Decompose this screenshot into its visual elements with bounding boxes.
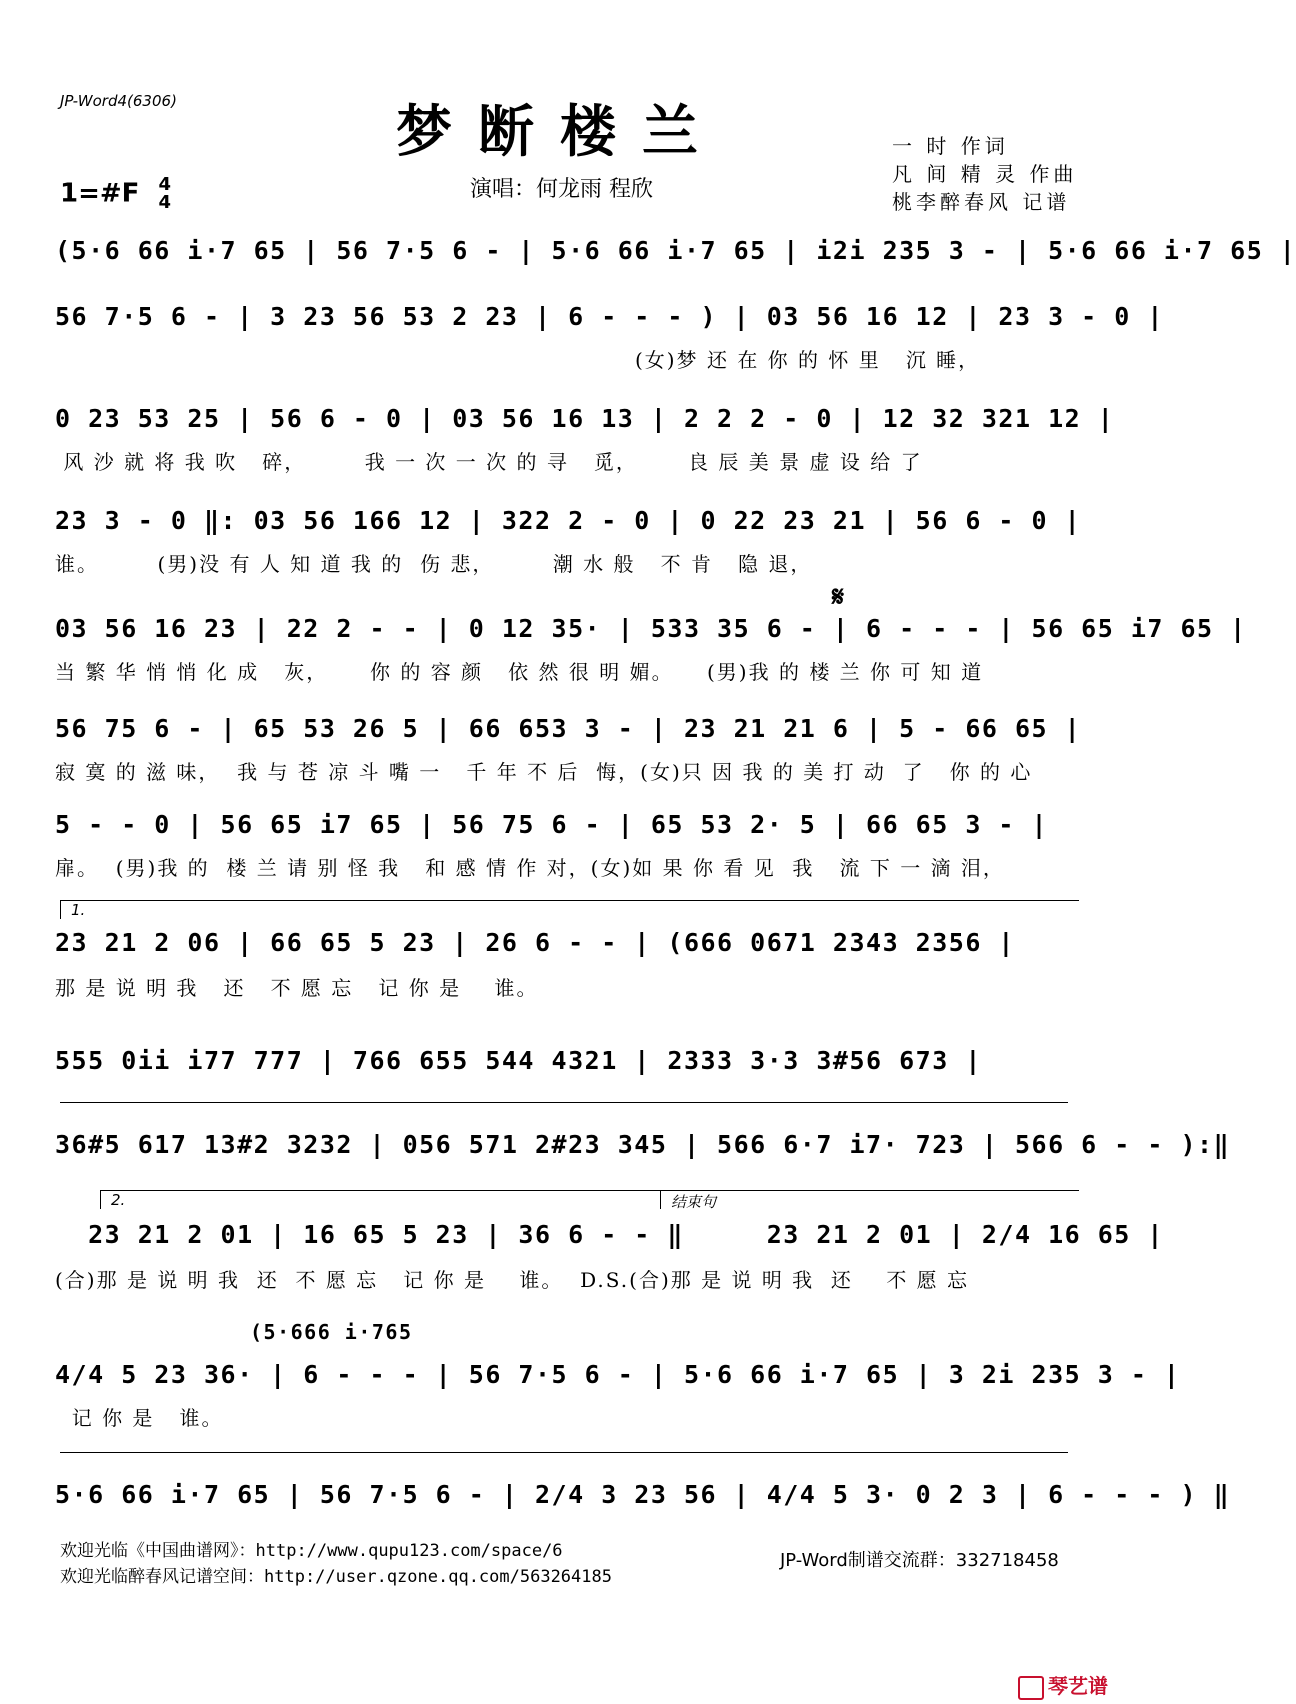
segno-mark: 𝄋	[832, 580, 845, 613]
software-label: JP-Word4(6306)	[60, 92, 177, 110]
transcriber-credit: 桃李醉春风 记谱	[892, 190, 1071, 214]
logo-icon	[1018, 1676, 1044, 1700]
ending-label: 结束句	[660, 1190, 1079, 1209]
footer-group: JP-Word制谱交流群：332718458	[780, 1550, 1059, 1571]
lyric-row-5: 当 繁 华 悄 悄 化 成 灰， 你 的 容 颜 依 然 很 明 媚。 (男)我 的 楼 兰 你 可 知 道	[55, 660, 984, 684]
key-value: 1=#F	[60, 178, 140, 209]
lyric-row-12: 记 你 是 谁。	[55, 1406, 224, 1430]
notation-row-8: 23 21 2 06 | 66 65 5 23 | 26 6 - - | (666 0671 2343 2356 |	[55, 928, 1015, 957]
notation-row-12: 4/4 5 23 36· | 6 - - - | 56 7·5 6 - | 5·6 66 i·7 65 | 3 2i 235 3 - |	[55, 1360, 1181, 1389]
lyric-row-11: (合)那 是 说 明 我 还 不 愿 忘 记 你 是 谁。 D.S.(合)那 是 说 明 我 还 不 愿 忘	[55, 1268, 970, 1292]
notation-row-1: (5·6 66 i·7 65 | 56 7·5 6 - | 5·6 66 i·7 65 | i2i 235 3 - | 5·6 66 i·7 65 |	[55, 236, 1296, 265]
lyric-row-4: 谁。 (男)没 有 人 知 道 我 的 伤 悲， 潮 水 般 不 肯 隐 退，	[55, 552, 813, 576]
volta-2: 2.	[100, 1190, 661, 1209]
volta-1-line	[60, 1102, 1068, 1103]
time-top: 4	[158, 174, 172, 195]
lyric-row-8: 那 是 说 明 我 还 不 愿 忘 记 你 是 谁。	[55, 976, 539, 1000]
lyric-row-3: 风 沙 就 将 我 吹 碎， 我 一 次 一 次 的 寻 觅， 良 辰 美 景 虚 设 给 了	[55, 450, 923, 474]
notation-row-7: 5 - - 0 | 56 65 i7 65 | 56 75 6 - | 65 53 2· 5 | 66 65 3 - |	[55, 810, 1049, 839]
notation-row-9: 555 0ii i77 777 | 766 655 544 4321 | 2333 3·3 3#56 673 |	[55, 1046, 982, 1075]
lyric-row-6: 寂 寞 的 滋 味， 我 与 苍 凉 斗 嘴 一 千 年 不 后 悔，(女)只 因 我 的 美 打 动 了 你 的 心	[55, 760, 1033, 784]
notation-row-11: 23 21 2 01 | 16 65 5 23 | 36 6 - - ‖ 23 21 2 01 | 2/4 16 65 |	[55, 1220, 1164, 1249]
notation-row-10: 36#5 617 13#2 3232 | 056 571 2#23 345 | 566 6·7 i7· 723 | 566 6 - - ):‖	[55, 1130, 1231, 1159]
final-line-rule	[60, 1452, 1068, 1453]
time-signature	[158, 176, 171, 212]
volta-1: 1.	[60, 900, 1079, 919]
coda-hint: (5·666 i·765	[250, 1320, 413, 1344]
notation-row-4: 23 3 - 0 ‖: 03 56 166 12 | 322 2 - 0 | 0 22 23 21 | 56 6 - 0 |	[55, 506, 1082, 535]
lyricist-credit: 一 时 作词	[892, 134, 1009, 158]
site-logo	[1018, 1670, 1108, 1700]
notation-row-5: 03 56 16 23 | 22 2 - - | 0 12 35· | 533 35 6 - | 6 - - - | 56 65 i7 65 |	[55, 614, 1247, 643]
notation-row-3: 0 23 53 25 | 56 6 - 0 | 03 56 16 13 | 2 2 2 - 0 | 12 32 321 12 |	[55, 404, 1115, 433]
composer-credit: 凡 间 精 灵 作曲	[892, 162, 1078, 186]
notation-row-6: 56 75 6 - | 65 53 26 5 | 66 653 3 - | 23 21 21 6 | 5 - 66 65 |	[55, 714, 1082, 743]
singer-credit: 演唱：何龙雨 程欣	[470, 177, 653, 202]
notation-row-13: 5·6 66 i·7 65 | 56 7·5 6 - | 2/4 3 23 56 | 4/4 5 3· 0 2 3 | 6 - - - ) ‖	[55, 1480, 1231, 1509]
notation-row-2: 56 7·5 6 - | 3 23 56 53 2 23 | 6 - - - ) | 03 56 16 12 | 23 3 - 0 |	[55, 302, 1164, 331]
lyric-row-2: (女)梦 还 在 你 的 怀 里 沉 睡，	[635, 348, 981, 372]
footer-link-1[interactable]: 欢迎光临《中国曲谱网》：http://www.qupu123.com/space/6	[60, 1541, 563, 1561]
key-signature	[60, 176, 171, 212]
footer-link-2[interactable]: 欢迎光临醉春风记谱空间：http://user.qzone.qq.com/563264185	[60, 1567, 612, 1587]
time-bottom: 4	[158, 192, 172, 213]
lyric-row-7: 扉。 (男)我 的 楼 兰 请 别 怪 我 和 感 情 作 对，(女)如 果 你 看 见 我 流 下 一 滴 泪，	[55, 856, 1005, 880]
logo-text: 琴艺谱	[1048, 1674, 1108, 1698]
song-title: 梦断楼兰	[396, 99, 724, 165]
